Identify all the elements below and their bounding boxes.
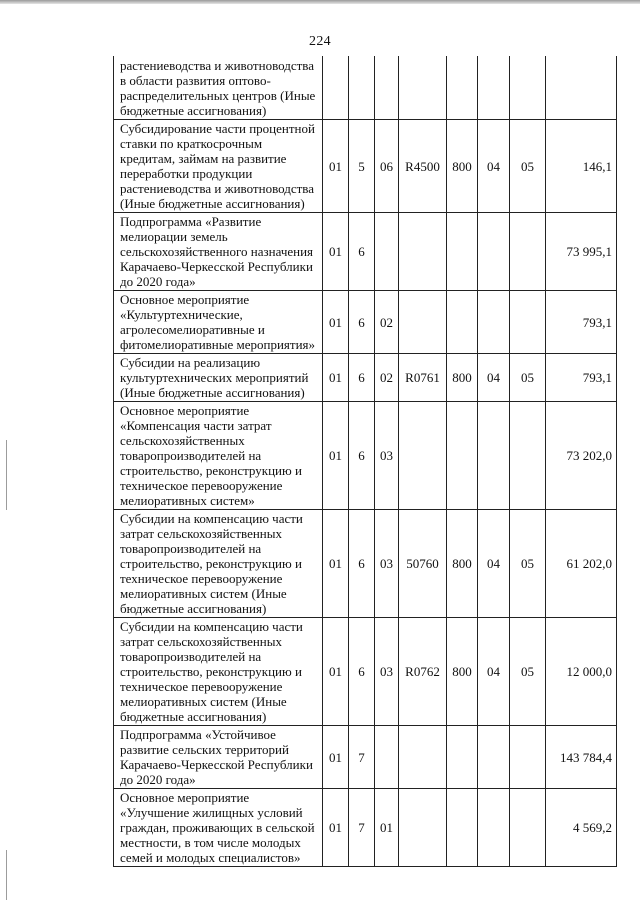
table-cell-target-article: [399, 56, 447, 120]
table-row: [114, 213, 617, 291]
table-cell-subdivision: 05: [510, 618, 546, 726]
table-cell-subdivision: [510, 726, 546, 789]
table-cell-section: 01: [323, 726, 349, 789]
table-cell-item-name: Основное мероприятие «Компенсация части затрат сельскохозяйственных товаропроизводителей на строительство, реконструкцию и техническое перевооружение мелиоративных систем»: [114, 402, 323, 510]
table-cell-section: 01: [323, 120, 349, 213]
scan-top-edge: [0, 0, 640, 4]
table-cell-amount: 12 000,0: [546, 618, 617, 726]
table-cell-program: 02: [375, 291, 399, 354]
table-cell-division: [478, 56, 510, 120]
table-cell-subsection: 6: [349, 291, 375, 354]
table-cell-target-article: [399, 213, 447, 291]
table-cell-subdivision: [510, 291, 546, 354]
table-cell-program: 03: [375, 510, 399, 618]
table-cell-expense-type: [447, 291, 478, 354]
table-cell-item-name: Субсидии на реализацию культуртехнических мероприятий (Иные бюджетные ассигнования): [114, 354, 323, 402]
table-cell-program: [375, 213, 399, 291]
table-cell-program: 02: [375, 354, 399, 402]
table-cell-division: 04: [478, 618, 510, 726]
table-cell-item-name: Субсидии на компенсацию части затрат сельскохозяйственных товаропроизводителей на строительство, реконструкцию и техническое перевооружение мелиоративных систем (Иные бюджетные ассигнования): [114, 510, 323, 618]
table-cell-expense-type: 800: [447, 120, 478, 213]
table-cell-subdivision: 05: [510, 120, 546, 213]
table-cell-amount: 61 202,0: [546, 510, 617, 618]
table-row: [114, 402, 617, 510]
table-cell-subsection: [349, 56, 375, 120]
table-cell-subdivision: 05: [510, 510, 546, 618]
table-row: [114, 510, 617, 618]
table-row: [114, 56, 617, 120]
table-cell-division: 04: [478, 510, 510, 618]
table-cell-target-article: [399, 726, 447, 789]
table-cell-subsection: 6: [349, 354, 375, 402]
table-cell-amount: 793,1: [546, 354, 617, 402]
table-cell-target-article: [399, 402, 447, 510]
page-number: 224: [309, 34, 331, 49]
table-cell-expense-type: 800: [447, 354, 478, 402]
table-cell-section: 01: [323, 291, 349, 354]
table-cell-item-name: Основное мероприятие «Улучшение жилищных условий граждан, проживающих в сельской местности, в том числе молодых семей и молодых специалистов»: [114, 789, 323, 867]
table-cell-expense-type: [447, 402, 478, 510]
table-cell-amount: 4 569,2: [546, 789, 617, 867]
table-cell-division: 04: [478, 354, 510, 402]
table-cell-amount: 146,1: [546, 120, 617, 213]
table-cell-program: [375, 726, 399, 789]
table-cell-item-name: Подпрограмма «Устойчивое развитие сельских территорий Карачаево-Черкесской Республики до 2020 года»: [114, 726, 323, 789]
table-cell-subsection: 5: [349, 120, 375, 213]
table-cell-division: [478, 291, 510, 354]
table-cell-subsection: 6: [349, 402, 375, 510]
table-cell-subsection: 6: [349, 213, 375, 291]
table-cell-amount: [546, 56, 617, 120]
table-cell-target-article: [399, 789, 447, 867]
table-cell-target-article: R0762: [399, 618, 447, 726]
table-row: [114, 726, 617, 789]
table-cell-subsection: 7: [349, 726, 375, 789]
scan-margin-mark: [6, 850, 7, 900]
table-cell-program: [375, 56, 399, 120]
table-cell-section: 01: [323, 789, 349, 867]
table-cell-subdivision: 05: [510, 354, 546, 402]
table-cell-subsection: 7: [349, 789, 375, 867]
table-row: [114, 120, 617, 213]
table-cell-program: 03: [375, 618, 399, 726]
table-cell-subdivision: [510, 213, 546, 291]
table-cell-item-name: растениеводства и животноводства в области развития оптово-распределительных центров (Иные бюджетные ассигнования): [114, 56, 323, 120]
table-cell-expense-type: [447, 213, 478, 291]
table-cell-subdivision: [510, 56, 546, 120]
table-row: [114, 618, 617, 726]
table-cell-division: 04: [478, 120, 510, 213]
table-cell-division: [478, 789, 510, 867]
table-cell-division: [478, 213, 510, 291]
table-cell-expense-type: 800: [447, 618, 478, 726]
table-cell-section: 01: [323, 213, 349, 291]
table-cell-program: 01: [375, 789, 399, 867]
table-cell-amount: 143 784,4: [546, 726, 617, 789]
table-cell-item-name: Субсидирование части процентной ставки по краткосрочным кредитам, займам на развитие переработки продукции растениеводства и животноводства (Иные бюджетные ассигнования): [114, 120, 323, 213]
table-cell-expense-type: [447, 726, 478, 789]
table-cell-target-article: [399, 291, 447, 354]
table-row: [114, 354, 617, 402]
table-cell-division: [478, 402, 510, 510]
table-cell-subdivision: [510, 789, 546, 867]
table-cell-target-article: R4500: [399, 120, 447, 213]
table-cell-amount: 793,1: [546, 291, 617, 354]
table-cell-subsection: 6: [349, 618, 375, 726]
table-cell-division: [478, 726, 510, 789]
table-row: [114, 789, 617, 867]
table-cell-section: [323, 56, 349, 120]
table-cell-expense-type: 800: [447, 510, 478, 618]
table-row: [114, 291, 617, 354]
table-cell-item-name: Субсидии на компенсацию части затрат сельскохозяйственных товаропроизводителей на строительство, реконструкцию и техническое перевооружение мелиоративных систем (Иные бюджетные ассигнования): [114, 618, 323, 726]
budget-table: [113, 56, 617, 867]
table-cell-program: 06: [375, 120, 399, 213]
table-cell-section: 01: [323, 354, 349, 402]
table-cell-item-name: Подпрограмма «Развитие мелиорации земель сельскохозяйственного назначения Карачаево-Черкесской Республики до 2020 года»: [114, 213, 323, 291]
table-cell-program: 03: [375, 402, 399, 510]
table-cell-expense-type: [447, 789, 478, 867]
table-cell-target-article: R0761: [399, 354, 447, 402]
table-cell-section: 01: [323, 618, 349, 726]
table-cell-target-article: 50760: [399, 510, 447, 618]
scan-margin-mark: [6, 440, 7, 510]
table-cell-subsection: 6: [349, 510, 375, 618]
table-cell-section: 01: [323, 510, 349, 618]
table-cell-expense-type: [447, 56, 478, 120]
table-cell-item-name: Основное мероприятие «Культуртехнические, агролесомелиоративные и фитомелиоративные мероприятия»: [114, 291, 323, 354]
table-cell-section: 01: [323, 402, 349, 510]
table-cell-amount: 73 202,0: [546, 402, 617, 510]
table-cell-subdivision: [510, 402, 546, 510]
table-cell-amount: 73 995,1: [546, 213, 617, 291]
